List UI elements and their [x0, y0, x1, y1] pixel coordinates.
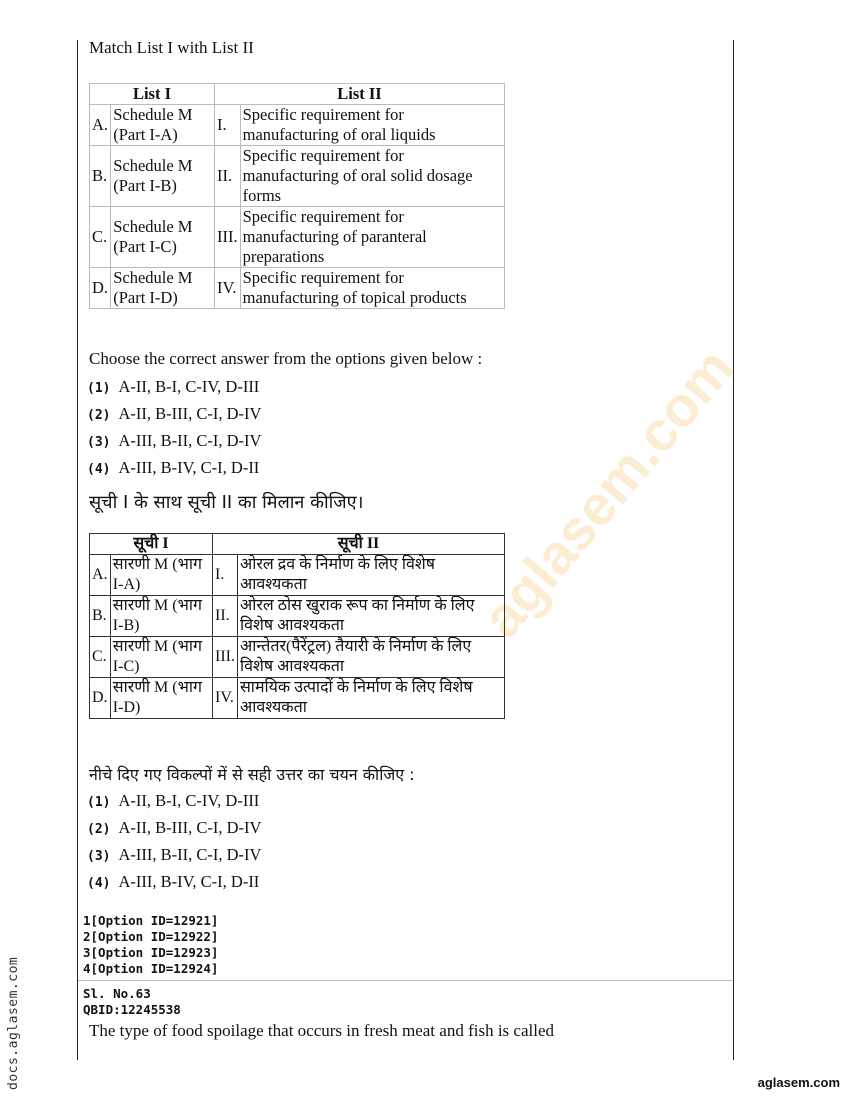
match-table-hi — [89, 533, 505, 719]
option-number: (3) — [87, 849, 111, 864]
option-4[interactable] — [87, 458, 259, 478]
option-id-3: 3[Option ID=12923] — [83, 945, 219, 960]
option-text: A-III, B-II, C-I, D-IV — [118, 845, 262, 864]
option-number: (4) — [87, 462, 111, 477]
option-1[interactable] — [87, 377, 259, 397]
choose-en: Choose the correct answer from the options given below : — [89, 349, 483, 368]
row-list-1: Schedule M (Part I-D) — [111, 268, 215, 309]
option-3-hi[interactable] — [87, 845, 261, 865]
row-num: IV. — [215, 268, 241, 309]
option-id-4: 4[Option ID=12924] — [83, 961, 219, 976]
row-num: IV. — [213, 678, 238, 719]
row-list-2: Specific requirement for manufacturing of topical products — [240, 268, 504, 309]
row-list-1: सारणी M (भाग I-C) — [110, 637, 212, 678]
row-list-2: सामयिक उत्पादों के निर्माण के लिए विशेष आवश्यकता — [237, 678, 504, 719]
row-list-2: Specific requirement for manufacturing of oral solid dosage forms — [240, 146, 504, 207]
divider — [78, 980, 732, 981]
row-list-2: ओरल द्रव के निर्माण के लिए विशेष आवश्यकता — [237, 555, 504, 596]
row-key: B. — [90, 596, 111, 637]
header-list-1: सूची I — [90, 534, 213, 555]
option-2[interactable] — [87, 404, 261, 424]
option-number: (1) — [87, 381, 111, 396]
option-3[interactable] — [87, 431, 261, 451]
row-key: D. — [90, 678, 111, 719]
row-key: D. — [90, 268, 111, 309]
table-row — [90, 207, 505, 268]
option-number: (2) — [87, 822, 111, 837]
choose-hi: नीचे दिए गए विकल्पों में से सही उत्तर का चयन कीजिए : — [89, 765, 415, 784]
row-key: B. — [90, 146, 111, 207]
next-question: The type of food spoilage that occurs in fresh meat and fish is called — [89, 1021, 554, 1040]
row-num: I. — [213, 555, 238, 596]
option-text: A-II, B-III, C-I, D-IV — [118, 818, 262, 837]
option-number: (1) — [87, 795, 111, 810]
row-num: III. — [213, 637, 238, 678]
serial-number: Sl. No.63 — [83, 986, 151, 1001]
row-key: A. — [90, 105, 111, 146]
row-key: A. — [90, 555, 111, 596]
table-row — [90, 105, 505, 146]
row-list-2: Specific requirement for manufacturing of paranteral preparations — [240, 207, 504, 268]
option-id-1: 1[Option ID=12921] — [83, 913, 219, 928]
row-num: II. — [215, 146, 241, 207]
option-1-hi[interactable] — [87, 791, 259, 811]
row-num: III. — [215, 207, 241, 268]
option-text: A-II, B-I, C-IV, D-III — [118, 377, 260, 396]
row-key: C. — [90, 207, 111, 268]
side-watermark: docs.aglasem.com — [6, 956, 21, 1090]
option-number: (2) — [87, 408, 111, 423]
option-number: (3) — [87, 435, 111, 450]
row-list-2: ओरल ठोस खुराक रूप का निर्माण के लिए विशेष आवश्यकता — [237, 596, 504, 637]
option-text: A-III, B-IV, C-I, D-II — [118, 872, 260, 891]
option-text: A-III, B-IV, C-I, D-II — [118, 458, 260, 477]
option-number: (4) — [87, 876, 111, 891]
row-list-1: सारणी M (भाग I-A) — [110, 555, 212, 596]
option-2-hi[interactable] — [87, 818, 261, 838]
row-list-1: Schedule M (Part I-A) — [111, 105, 215, 146]
table-header — [90, 534, 505, 555]
header-list-2: List II — [215, 84, 505, 105]
header-list-2: सूची II — [213, 534, 505, 555]
watermark-logo: aglasem.com — [469, 336, 746, 649]
row-list-1: सारणी M (भाग I-D) — [110, 678, 212, 719]
row-list-1: Schedule M (Part I-B) — [111, 146, 215, 207]
brand-link[interactable]: aglasem.com — [757, 1075, 840, 1090]
qbid: QBID:12245538 — [83, 1002, 181, 1017]
table-row — [90, 268, 505, 309]
row-num: I. — [215, 105, 241, 146]
row-list-2: आन्तेतर(पैरेंट्रल) तैयारी के निर्माण के लिए विशेष आवश्यकता — [237, 637, 504, 678]
match-table-en — [89, 83, 505, 309]
option-id-2: 2[Option ID=12922] — [83, 929, 219, 944]
row-key: C. — [90, 637, 111, 678]
option-4-hi[interactable] — [87, 872, 259, 892]
table-row — [90, 555, 505, 596]
question-hi: सूची I के साथ सूची II का मिलान कीजिए। — [89, 492, 364, 513]
option-text: A-II, B-III, C-I, D-IV — [118, 404, 262, 423]
header-list-1: List I — [90, 84, 215, 105]
table-row — [90, 637, 505, 678]
table-row — [90, 678, 505, 719]
option-text: A-II, B-I, C-IV, D-III — [118, 791, 260, 810]
option-text: A-III, B-II, C-I, D-IV — [118, 431, 262, 450]
table-row — [90, 596, 505, 637]
row-list-2: Specific requirement for manufacturing of oral liquids — [240, 105, 504, 146]
question-en: Match List I with List II — [89, 38, 254, 57]
row-num: II. — [213, 596, 238, 637]
row-list-1: Schedule M (Part I-C) — [111, 207, 215, 268]
table-row — [90, 146, 505, 207]
table-header — [90, 84, 505, 105]
row-list-1: सारणी M (भाग I-B) — [110, 596, 212, 637]
